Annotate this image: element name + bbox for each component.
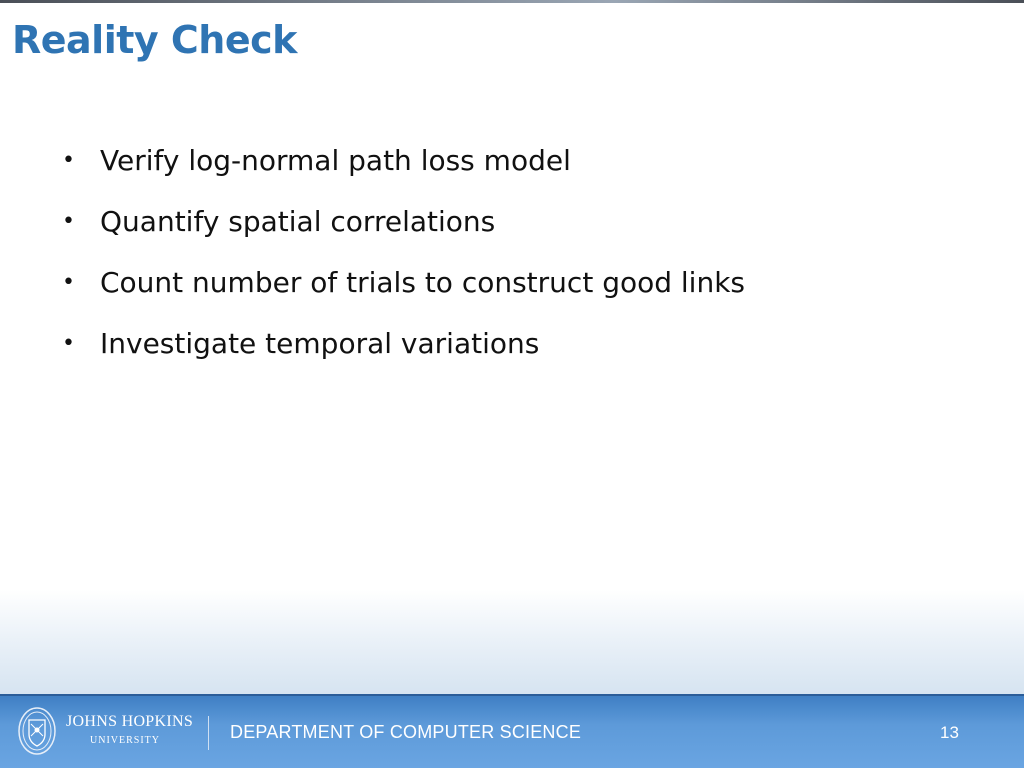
- university-seal-icon: [17, 706, 57, 756]
- bullet-item: [62, 313, 745, 374]
- bullet-item: [62, 191, 745, 252]
- bullet-text: Investigate temporal variations: [100, 327, 540, 360]
- footer-divider: [208, 716, 209, 750]
- logo-subtitle: UNIVERSITY: [90, 735, 160, 746]
- bullet-item: [62, 130, 745, 191]
- bullet-text: Quantify spatial correlations: [100, 205, 496, 238]
- bullet-marker: •: [62, 209, 75, 234]
- bullet-marker: •: [62, 331, 75, 356]
- bullet-list: [62, 130, 745, 374]
- page-number: 13: [940, 723, 959, 742]
- bullet-text: Count number of trials to construct good links: [100, 266, 746, 299]
- department-label: DEPARTMENT OF COMPUTER SCIENCE: [230, 722, 582, 742]
- top-rule: [0, 0, 1024, 3]
- bullet-item: [62, 252, 745, 313]
- slide-title: Reality Check: [12, 18, 297, 62]
- footer-bar: [0, 694, 1024, 768]
- logo-name: JOHNS HOPKINS: [66, 713, 194, 730]
- bullet-marker: •: [62, 270, 75, 295]
- bullet-marker: •: [62, 148, 75, 173]
- bullet-text: Verify log-normal path loss model: [100, 144, 571, 177]
